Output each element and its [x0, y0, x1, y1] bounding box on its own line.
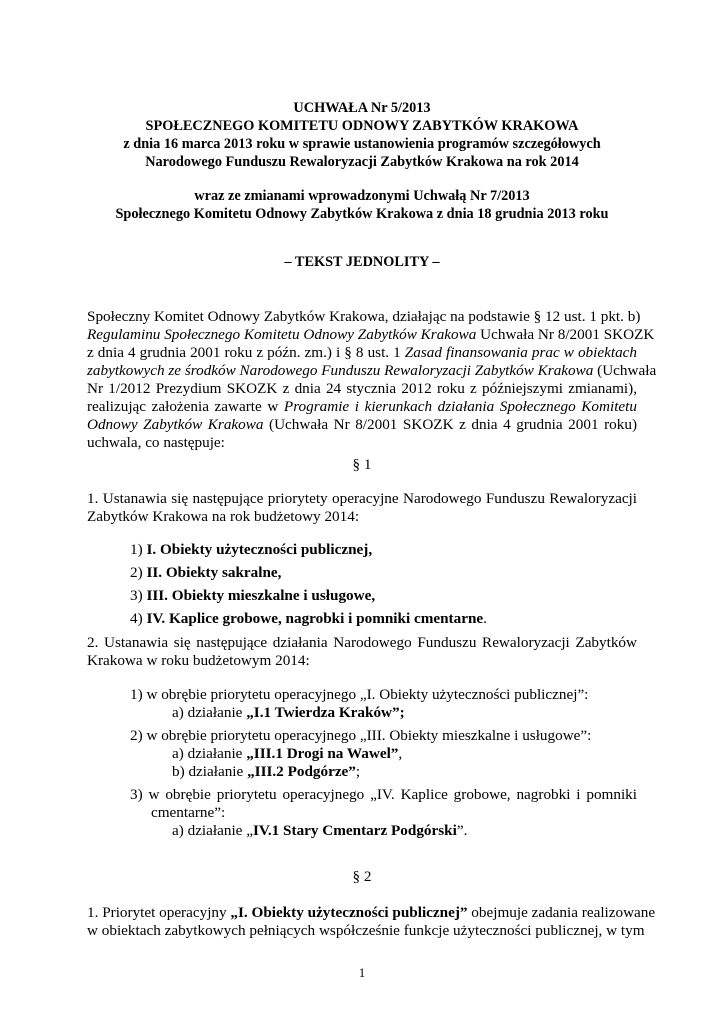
consolidated-text-heading: – TEKST JEDNOLITY –: [284, 254, 440, 270]
amendment-line-2: Społecznego Komitetu Odnowy Zabytków Krakowa z dnia 18 grudnia 2013 roku: [115, 206, 609, 222]
section-1-paragraph-2: 2. Ustanawia się następujące działania Narodowego Funduszu Rewaloryzacji Zabytków Krakowa w roku budżetowym 2014:: [87, 634, 637, 669]
action-3-sub: a) działanie „IV.1 Stary Cmentarz Podgórski”.: [172, 822, 468, 839]
preamble-line: Społeczny Komitet Odnowy Zabytków Krakowa, działając na podstawie § 12 ust. 1 pkt. b): [87, 308, 641, 325]
program-title-cont: Odnowy Zabytków Krakowa: [87, 416, 264, 433]
section-1-paragraph-1: 1. Ustanawia się następujące priorytety operacyjne Narodowego Funduszu Rewaloryzacji Zabytków Krakowa na rok budżetowy 2014:: [87, 490, 637, 525]
resolution-title: [0, 99, 724, 171]
preamble-line: zabytkowych ze środków Narodowego Funduszu Rewaloryzacji Zabytków Krakowa (Uchwała: [87, 362, 657, 379]
regulation-title: Regulaminu Społecznego Komitetu Odnowy Zabytków Krakowa: [87, 326, 477, 343]
section-1-sign: § 1: [352, 456, 372, 473]
amendment-note: [0, 187, 724, 223]
title-line-3: z dnia 16 marca 2013 roku w sprawie ustanowienia programów szczegółowych: [123, 136, 601, 152]
preamble-line: Odnowy Zabytków Krakowa (Uchwała Nr 8/2001 SKOZK z dnia 4 grudnia 2001 roku): [87, 416, 637, 433]
financing-rules-title-cont: zabytkowych ze środków Narodowego Funduszu Rewaloryzacji Zabytków Krakowa: [87, 362, 594, 379]
action-1-sub: a) działanie „I.1 Twierdza Kraków”;: [172, 704, 405, 721]
action-2-sub-b: b) działanie „III.2 Podgórze”;: [172, 763, 361, 780]
preamble-paragraph: [87, 308, 657, 452]
program-title: Programie i kierunkach działania Społecznego Komitetu: [283, 398, 637, 415]
action-3: 3) w obrębie priorytetu operacyjnego „IV. Kaplice grobowe, nagrobki i pomniki cmentarne”: a) działanie „IV.1 Stary Cmentarz Podgórski”.: [130, 786, 637, 839]
priority-item: 4) IV. Kaplice grobowe, nagrobki i pomniki cmentarne.: [130, 610, 487, 627]
section-2-sign: § 2: [352, 868, 372, 885]
preamble-line: Regulaminu Społecznego Komitetu Odnowy Zabytków Krakowa Uchwała Nr 8/2001 SKOZK: [87, 326, 655, 343]
amendment-line-1: wraz ze zmianami wprowadzonymi Uchwałą Nr 7/2013: [194, 188, 530, 204]
preamble-line: uchwala, co następuje:: [87, 434, 225, 451]
title-line-4: Narodowego Funduszu Rewaloryzacji Zabytków Krakowa na rok 2014: [145, 154, 579, 170]
section-2-paragraph-1: 1. Priorytet operacyjny „I. Obiekty użyteczności publicznej” obejmuje zadania realizowane w obiektach zabytkowych pełniących współcześnie funkcje użyteczności publicznej, w tym: [87, 904, 656, 939]
priority-item: 1) I. Obiekty użyteczności publicznej,: [130, 541, 373, 558]
action-1: 1) w obrębie priorytetu operacyjnego „I. Obiekty użyteczności publicznej”: a) działanie „I.1 Twierdza Kraków”;: [130, 686, 589, 721]
priority-item: 3) III. Obiekty mieszkalne i usługowe,: [130, 587, 376, 604]
page-number: 1: [358, 966, 366, 980]
priority-item: 2) II. Obiekty sakralne,: [130, 564, 282, 581]
action-2: 2) w obrębie priorytetu operacyjnego „III. Obiekty mieszkalne i usługowe”: a) działanie „III.1 Drogi na Wawel”, b) działanie „III.2 Podgórze”;: [130, 727, 592, 780]
financing-rules-title: Zasad finansowania prac w obiektach: [404, 344, 637, 361]
title-line-2: SPOŁECZNEGO KOMITETU ODNOWY ZABYTKÓW KRAKOWA: [145, 118, 579, 134]
preamble-line: z dnia 4 grudnia 2001 roku z późn. zm.) i § 8 ust. 1 Zasad finansowania prac w obiektach: [87, 344, 637, 361]
preamble-line: Nr 1/2012 Prezydium SKOZK z dnia 24 stycznia 2012 roku z późniejszymi zmianami),: [87, 380, 637, 397]
action-2-sub-a: a) działanie „III.1 Drogi na Wawel”,: [172, 745, 403, 762]
preamble-line: realizując założenia zawarte w Programie i kierunkach działania Społecznego Komitetu: [87, 398, 637, 415]
title-line-1: UCHWAŁA Nr 5/2013: [293, 100, 431, 116]
